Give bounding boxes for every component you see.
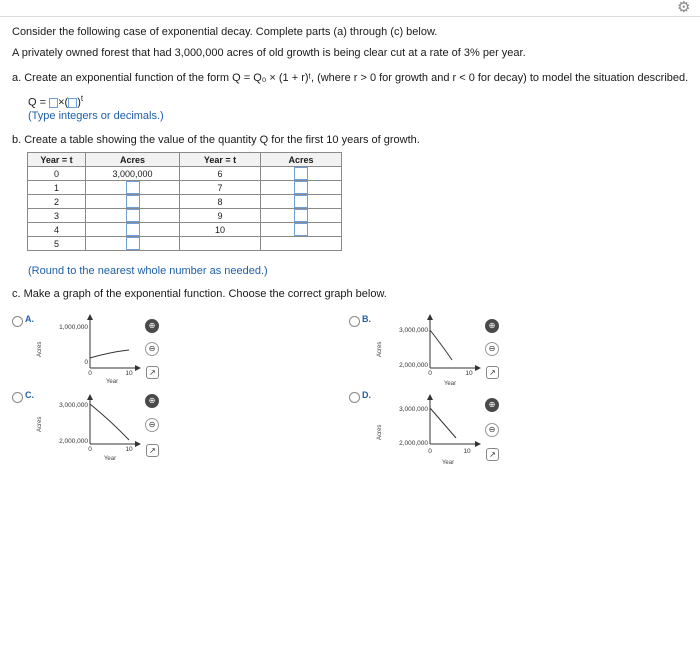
y-tick-top: 1,000,000 (59, 324, 88, 331)
curve (430, 330, 452, 360)
x-axis-title: Year (103, 456, 117, 462)
empty-cell (261, 237, 342, 251)
year-cell (180, 237, 261, 251)
x-tick-ten: 10 (463, 448, 471, 455)
top-divider (0, 16, 700, 17)
part-b-prompt: b. Create a table showing the value of the quantity Q for the first 10 years of growth. (12, 134, 420, 146)
y-axis-arrow (87, 314, 93, 320)
option-c-label: C. (25, 390, 34, 400)
part-b-hint: (Round to the nearest whole number as needed.) (28, 265, 268, 277)
settings-gear-icon[interactable]: ⚙ (677, 0, 691, 16)
acres-input[interactable] (294, 209, 308, 222)
part-a-prompt (12, 72, 688, 84)
x-axis-arrow (475, 441, 481, 447)
y-axis-arrow (87, 394, 93, 400)
x-axis-title: Year (443, 381, 457, 387)
option-d-radio[interactable] (349, 392, 360, 403)
acres-input-cell (86, 223, 180, 237)
option-d-label: D. (362, 390, 371, 400)
part-a-prompt-start: a. Create an exponential function of the form (12, 72, 233, 84)
option-b-radio[interactable] (349, 316, 360, 327)
acres-input[interactable] (126, 181, 140, 194)
year-cell: 4 (28, 223, 86, 237)
year-cell: 8 (180, 195, 261, 209)
option-a-radio[interactable] (12, 316, 23, 327)
year-cell: 2 (28, 195, 86, 209)
curve (90, 404, 129, 440)
acres-input[interactable] (126, 237, 140, 250)
acres-input[interactable] (294, 167, 308, 180)
option-b-zoom-in-icon[interactable]: ⊕ (485, 319, 499, 333)
year-cell: 10 (180, 223, 261, 237)
year-cell: 7 (180, 181, 261, 195)
x-axis-arrow (475, 365, 481, 371)
part-c-prompt: c. Make a graph of the exponential function. Choose the correct graph below. (12, 288, 387, 300)
acres-input-cell (261, 181, 342, 195)
acres-input-cell (261, 223, 342, 237)
exponent-t: t (80, 94, 84, 103)
table-header-row (28, 153, 342, 167)
option-b-zoom-out-icon[interactable]: ⊖ (485, 342, 499, 356)
y-tick-top: 3,000,000 (399, 406, 428, 413)
header-year-right: Year = t (180, 153, 261, 167)
acres-cell: 3,000,000 (86, 167, 180, 181)
q0-input[interactable] (49, 98, 58, 108)
option-d-zoom-out-icon[interactable]: ⊖ (485, 423, 499, 437)
option-a-popout-icon[interactable]: ↗ (146, 366, 159, 379)
y-axis-title: Acres (377, 424, 383, 440)
curve (90, 350, 129, 358)
x-tick-zero: 0 (428, 448, 432, 455)
y-axis-title: Acres (377, 341, 383, 357)
option-b-popout-icon[interactable]: ↗ (486, 366, 499, 379)
acres-input[interactable] (294, 195, 308, 208)
x-tick-zero: 0 (88, 446, 92, 453)
problem-intro: Consider the following case of exponential decay. Complete parts (a) through (c) below. (12, 26, 438, 38)
x-tick-ten: 10 (465, 370, 473, 377)
open-paren: ( (64, 96, 69, 109)
x-tick-ten: 10 (125, 370, 133, 377)
acres-input-cell (86, 237, 180, 251)
option-d-graph (372, 392, 482, 472)
option-d-popout-icon[interactable]: ↗ (486, 448, 499, 461)
part-a-answer-row (28, 94, 83, 109)
option-a-graph (32, 312, 142, 387)
y-tick-top: 3,000,000 (399, 327, 428, 334)
x-tick-ten: 10 (125, 446, 133, 453)
acres-input-cell (261, 167, 342, 181)
option-a-label: A. (25, 314, 34, 324)
table-row (28, 237, 342, 251)
part-a-prompt-end: , (where r > 0 for growth and r < 0 for decay) to model the situation described. (310, 72, 689, 84)
growth-factor-input[interactable] (68, 98, 77, 108)
x-tick-zero: 0 (428, 370, 432, 377)
table-row (28, 195, 342, 209)
header-acres-left: Acres (86, 153, 180, 167)
acres-input[interactable] (294, 181, 308, 194)
option-c-graph (32, 392, 142, 467)
year-cell: 6 (180, 167, 261, 181)
year-cell: 5 (28, 237, 86, 251)
curve (430, 408, 456, 438)
problem-statement: A privately owned forest that had 3,000,000 acres of old growth is being clear cut at a rate of 3% per year. (12, 47, 526, 59)
y-axis-title: Acres (37, 341, 43, 357)
option-c-zoom-in-icon[interactable]: ⊕ (145, 394, 159, 408)
option-a-zoom-in-icon[interactable]: ⊕ (145, 319, 159, 333)
option-b-graph (372, 312, 482, 392)
acres-input-cell (86, 195, 180, 209)
close-paren: ) (77, 96, 81, 109)
option-c-zoom-out-icon[interactable]: ⊖ (145, 418, 159, 432)
acres-input[interactable] (294, 223, 308, 236)
table-row (28, 209, 342, 223)
quantity-table (27, 152, 342, 251)
acres-input-cell (86, 209, 180, 223)
y-tick-bottom: 2,000,000 (59, 438, 88, 445)
y-tick-bottom: 2,000,000 (399, 440, 428, 447)
acres-input[interactable] (126, 209, 140, 222)
acres-input-cell (261, 195, 342, 209)
acres-input-cell (86, 181, 180, 195)
year-cell: 0 (28, 167, 86, 181)
year-cell: 1 (28, 181, 86, 195)
x-tick-zero: 0 (88, 370, 92, 377)
q-equals-label: Q = (28, 96, 47, 109)
y-tick-top: 3,000,000 (59, 402, 88, 409)
year-cell: 3 (28, 209, 86, 223)
table-row (28, 181, 342, 195)
x-axis-arrow (135, 441, 141, 447)
table-row (28, 223, 342, 237)
acres-input-cell (261, 209, 342, 223)
header-acres-right: Acres (261, 153, 342, 167)
y-tick-bottom: 2,000,000 (399, 362, 428, 369)
option-a-zoom-out-icon[interactable]: ⊖ (145, 342, 159, 356)
acres-input[interactable] (126, 195, 140, 208)
part-a-formula: Q = Q₀ × (1 + r)ᵗ (232, 72, 311, 84)
header-year-left: Year = t (28, 153, 86, 167)
y-axis-arrow (427, 394, 433, 400)
table-row (28, 167, 342, 181)
x-axis-arrow (135, 365, 141, 371)
acres-input[interactable] (126, 223, 140, 236)
option-c-popout-icon[interactable]: ↗ (146, 444, 159, 457)
year-cell: 9 (180, 209, 261, 223)
option-b-label: B. (362, 314, 371, 324)
y-axis-title: Acres (37, 416, 43, 432)
option-c-radio[interactable] (12, 392, 23, 403)
y-tick-bottom: 0 (84, 359, 88, 366)
x-axis-title: Year (441, 460, 455, 466)
x-axis-title: Year (105, 379, 119, 385)
times-sign: × (58, 96, 65, 109)
part-a-hint: (Type integers or decimals.) (28, 110, 164, 122)
y-axis-arrow (427, 314, 433, 320)
option-d-zoom-in-icon[interactable]: ⊕ (485, 398, 499, 412)
